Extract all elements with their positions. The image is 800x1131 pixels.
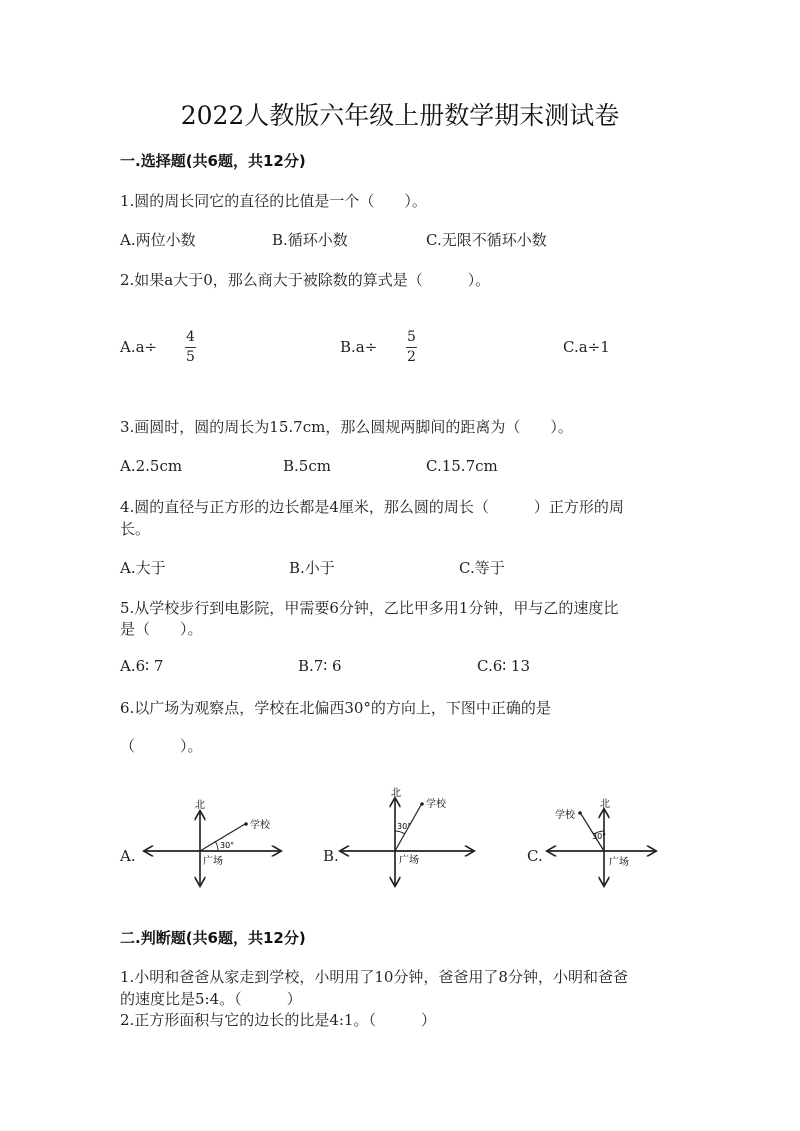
angle-label: 30° (592, 832, 607, 841)
compass-diagram-a (140, 790, 285, 890)
compass-diagram-c (545, 790, 660, 890)
q2-option-c: C.a÷1 (563, 338, 610, 356)
question-6-line-2: （ ）。 (120, 737, 203, 755)
school-label: 学校 (555, 810, 575, 821)
q2-option-b-fraction (406, 329, 417, 366)
north-label: 北 (195, 800, 205, 811)
fraction-bar (185, 347, 196, 348)
north-label: 北 (391, 788, 401, 799)
q6-option-b: B. (323, 847, 339, 865)
judgement-1-line-1: 1.小明和爸爸从家走到学校，小明用了10分钟，爸爸用了8分钟，小明和爸爸 (120, 968, 628, 986)
school-label: 学校 (250, 820, 270, 831)
q5-option-b: B.7∶ 6 (298, 657, 342, 675)
question-4-line-2: 长。 (120, 520, 151, 538)
angle-label: 30° (397, 822, 412, 831)
school-point (420, 802, 424, 806)
q2-option-a-denominator: 5 (186, 349, 195, 365)
square-label: 广场 (399, 855, 419, 866)
square-label: 广场 (609, 857, 629, 868)
school-label: 学校 (426, 799, 446, 810)
q4-option-b: B.小于 (289, 559, 335, 577)
q2-option-a-numerator: 4 (186, 329, 195, 345)
q3-option-a: A.2.5cm (120, 457, 183, 475)
q2-option-a-prefix: A.a÷ (120, 338, 158, 356)
q2-option-a-fraction (185, 329, 196, 366)
school-point (578, 811, 582, 815)
q3-option-c: C.15.7cm (426, 457, 498, 475)
judgement-2: 2.正方形面积与它的边长的比是4:1。（ ） (120, 1011, 436, 1029)
section-heading-choice: 一.选择题(共6题，共12分) (120, 152, 306, 170)
angle-arc (215, 841, 218, 851)
q5-option-a: A.6∶ 7 (120, 657, 164, 675)
question-6-line-1: 6.以广场为观察点，学校在北偏西30°的方向上，下图中正确的是 (120, 699, 551, 717)
q2-option-b-numerator: 5 (407, 329, 416, 345)
q1-option-a: A.两位小数 (120, 231, 196, 249)
school-point (244, 822, 248, 826)
judgement-1-line-2: 的速度比是5:4。（ ） (120, 990, 302, 1008)
q4-option-a: A.大于 (120, 559, 166, 577)
question-2: 2.如果a大于0，那么商大于被除数的算式是（ ）。 (120, 271, 491, 289)
q4-option-c: C.等于 (459, 559, 505, 577)
question-3: 3.画圆时，圆的周长为15.7cm，那么圆规两脚间的距离为（ ）。 (120, 418, 573, 436)
north-label: 北 (600, 799, 610, 810)
q3-option-b: B.5cm (283, 457, 331, 475)
q1-option-c: C.无限不循环小数 (426, 231, 547, 249)
q6-option-a: A. (120, 847, 136, 865)
angle-label: 30° (220, 841, 235, 850)
square-label: 广场 (203, 856, 223, 867)
q2-option-b-prefix: B.a÷ (340, 338, 378, 356)
q5-option-c: C.6∶ 13 (477, 657, 531, 675)
question-4-line-1: 4.圆的直径与正方形的边长都是4厘米，那么圆的周长（ ）正方形的周 (120, 498, 624, 516)
compass-diagram-b (338, 785, 478, 890)
q2-option-b-denominator: 2 (407, 349, 416, 365)
question-5-line-1: 5.从学校步行到电影院，甲需要6分钟，乙比甲多用1分钟，甲与乙的速度比 (120, 599, 619, 617)
page-title: 2022人教版六年级上册数学期末测试卷 (180, 101, 620, 130)
section-heading-judgement: 二.判断题(共6题，共12分) (120, 929, 306, 947)
question-5-line-2: 是（ ）。 (120, 620, 203, 638)
q1-option-b: B.循环小数 (272, 231, 348, 249)
q6-option-c: C. (527, 847, 543, 865)
fraction-bar (406, 347, 417, 348)
angle-arc (395, 831, 405, 834)
question-1: 1.圆的周长同它的直径的比值是一个（ ）。 (120, 192, 427, 210)
